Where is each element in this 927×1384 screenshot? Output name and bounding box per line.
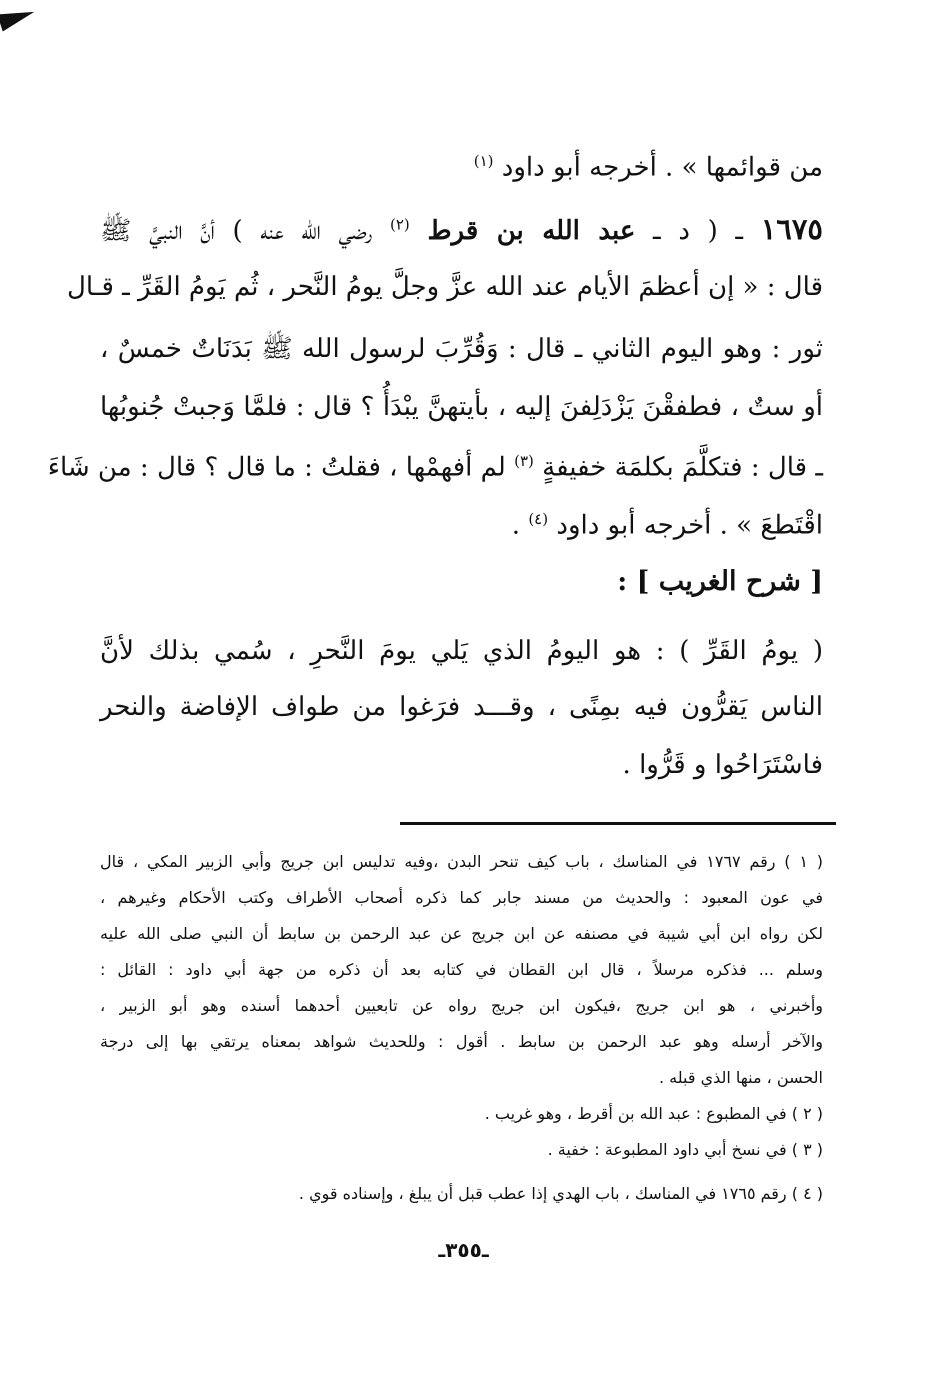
- footnote-1-line-5: وأخبرني ، هو ابن جريج ،فيكون ابن جريج رواه عن تابعيين أحدهما أسنده وهو أبو الزبير ،: [100, 996, 823, 1015]
- footnote-1-line-1: ( ١ ) رقم ١٧٦٧ في المناسك ، باب كيف تنحر البدن ،وفيه تدليس ابن جريج وأبي الزبير المكي ، قال: [100, 852, 823, 871]
- footnote-ref-2[interactable]: (٢): [390, 215, 410, 234]
- text-line-5: أو ستٌ ، فطفقْنَ يَزْدَلِفنَ إليه ، بأيتهنَّ يبْدَأُ ؟ قال : فلمَّا وَجبتْ جُنوبُها: [100, 392, 823, 422]
- gloss-line-2: الناس يَقرُّون فيه بمِنًى ، وقـــد فرَغوا من طواف الإفاضة والنحر: [100, 692, 823, 722]
- footnote-1-line-6: والآخر أرسله وهو عبد الرحمن بن سابط . أقول : وللحديث شواهد بمعناه يرتقي بها إلى درجة: [100, 1032, 823, 1051]
- footnote-4: ( ٤ ) رقم ١٧٦٥ في المناسك ، باب الهدي إذا عطب قبل أن يبلغ ، وإسناده قوي .: [298, 1184, 823, 1203]
- footnote-ref-3[interactable]: (٣): [514, 452, 534, 470]
- text-line-6: ـ قال : فتكلَّمَ بكلمَة خفيفةٍ $^{(٣)}$ لم أفهمْها ، فقلتُ : ما قال ؟ قال : من شَاءَ: [47, 452, 823, 483]
- hadith-heading-line: [100, 212, 823, 252]
- hadith-open: ـ ( د ـ: [653, 216, 744, 246]
- hadith-after-narrator: رضي الله عنه ) أنَّ النبيَّ ﷺ: [100, 216, 373, 246]
- section-heading: [ شرح الغريب ] :: [617, 566, 823, 597]
- page-number: ـ٣٥٥ـ: [438, 1238, 489, 1262]
- footnote-3: ( ٣ ) في نسخ أبي داود المطبوعة : خفية .: [547, 1140, 823, 1159]
- text-line-7: اقْتَطعَ » . أخرجه أبو داود $^{(٤)}$ .: [511, 510, 823, 541]
- footnote-2: ( ٢ ) في المطبوع : عبد الله بن أقرط ، وهو غريب .: [484, 1104, 823, 1123]
- gloss-line-3: فاسْتَرَاحُوا و قَرُّوا .: [622, 750, 823, 780]
- footnote-1-line-7: الحسن ، منها الذي قبله .: [658, 1068, 823, 1087]
- footnote-ref-4[interactable]: (٤): [528, 510, 549, 528]
- gloss-text: : هو اليومُ الذي يَلي يومَ النَّحرِ ، سُمي بذلك لأنَّ: [100, 636, 665, 666]
- footnote-ref-1[interactable]: (١): [473, 152, 494, 170]
- text-line-4: ثور : وهو اليوم الثاني ـ قال : وَقُرِّبَ لرسول الله ﷺ بَدَنَاتٌ خمسٌ ،: [100, 334, 823, 364]
- text-line-1: من قوائمها » . أخرجه أبو داود $^{(١)}$: [473, 152, 823, 183]
- corner-mark-icon: [0, 3, 37, 31]
- footnote-divider: [400, 822, 836, 825]
- hadith-number: ١٦٧٥: [760, 212, 823, 246]
- footnote-1-line-3: لكن رواه ابن أبي شيبة في مصنفه عن ابن جريج عن عبد الرحمن بن سابط أن النبي صلى الله عليه: [100, 924, 823, 943]
- footnote-1-line-4: وسلم ... فذكره مرسلاً ، قال ابن القطان في كتابه بعد أن ذكره من جهة أبي داود : القائل :: [100, 960, 823, 979]
- text-line-3: قال : « إن أعظمَ الأيام عند الله عزَّ وجلَّ يومُ النَّحر ، ثُم يَومُ القَرِّ ـ قـال: [67, 272, 823, 302]
- footnote-1-line-2: في عون المعبود : والحديث من مسند جابر كما ذكره أصحاب الأطراف وكتب الأحكام وغيرهم ،: [100, 888, 823, 907]
- gloss-line-1: [100, 636, 823, 666]
- narrator-name: عبد الله بن قرط: [427, 216, 636, 246]
- gloss-term: ( يومُ القَرِّ ): [679, 636, 823, 666]
